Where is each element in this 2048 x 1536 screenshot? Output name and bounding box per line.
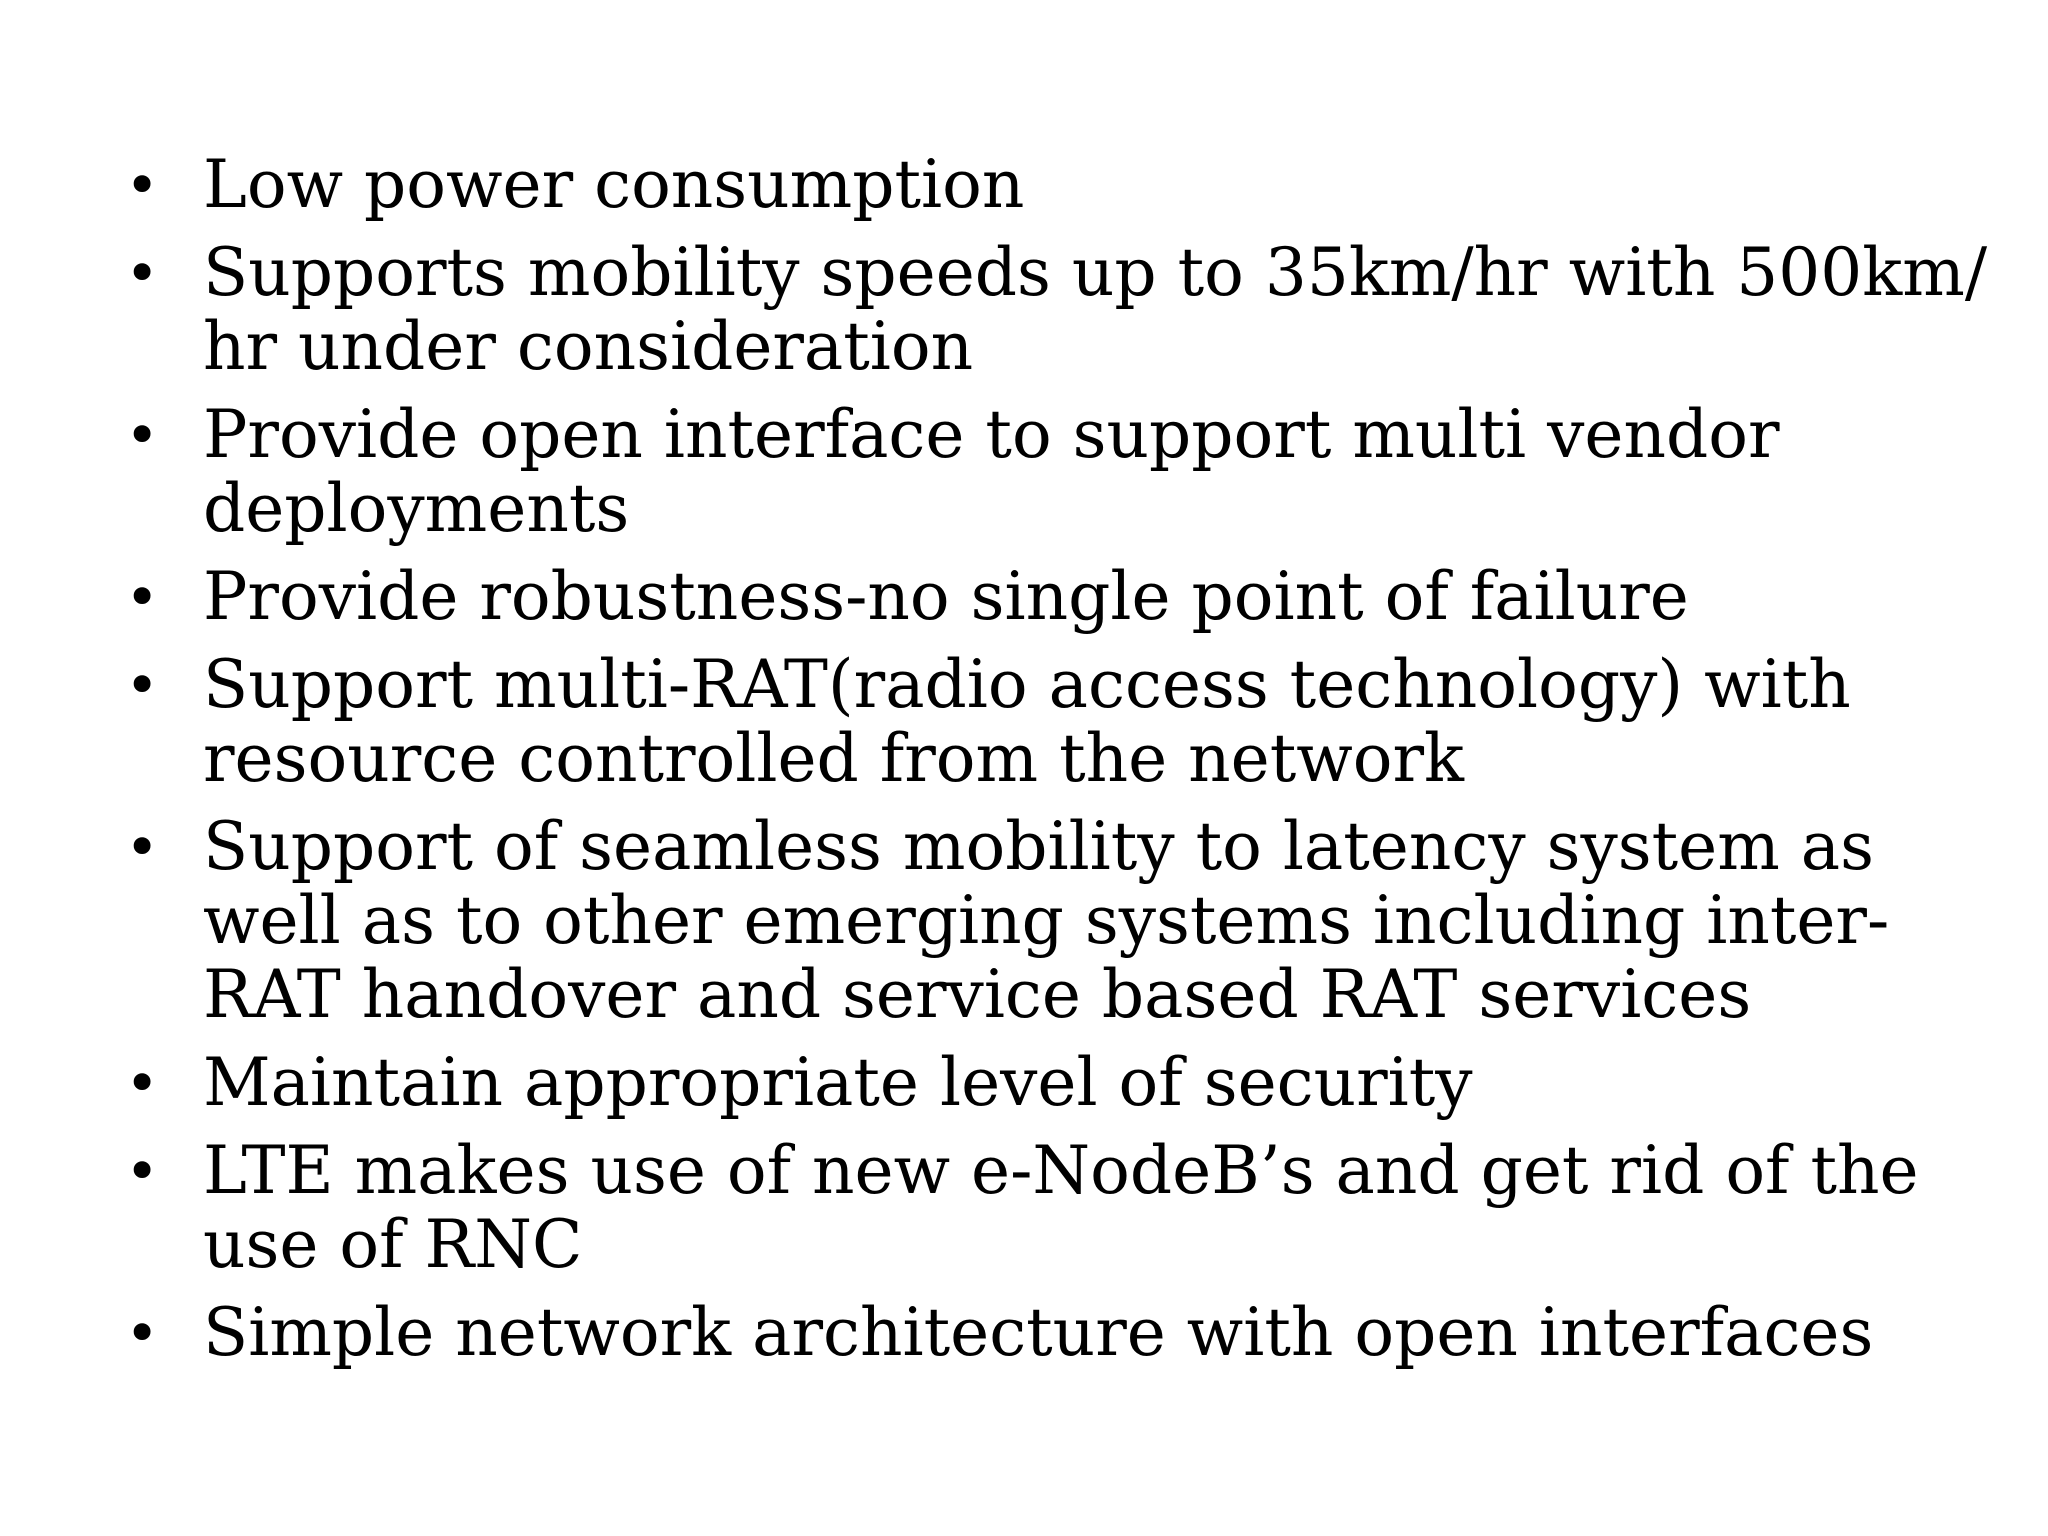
bullet-line: RAT handover and service based RAT services (203, 956, 1752, 1033)
bullet-icon: • (125, 239, 160, 307)
bullet-icon: • (125, 651, 160, 719)
bullet-line: hr under consideration (203, 308, 974, 385)
bullet-icon: • (125, 401, 160, 469)
list-item (113, 1046, 1993, 1120)
bullet-icon: • (125, 813, 160, 881)
bullet-line: Provide open interface to support multi vendor (203, 396, 1780, 473)
list-item (113, 810, 1993, 1032)
bullet-icon: • (125, 1137, 160, 1205)
bullet-line: Simple network architecture with open interfaces (203, 1294, 1874, 1371)
bullet-icon: • (125, 1299, 160, 1367)
bullet-line: Support multi-RAT(radio access technology) with (203, 646, 1851, 723)
list-item (113, 398, 1993, 546)
bullet-line: Provide robustness-no single point of failure (203, 558, 1689, 635)
bullet-line: resource controlled from the network (203, 720, 1464, 797)
bullet-line: Supports mobility speeds up to 35km/hr with 500km/ (203, 234, 1988, 311)
bullet-line: Support of seamless mobility to latency system as (203, 808, 1874, 885)
bullet-line: Maintain appropriate level of security (203, 1044, 1473, 1121)
list-item (113, 236, 1993, 384)
bullet-line: well as to other emerging systems including inter- (203, 882, 1890, 959)
bullet-line: LTE makes use of new e-NodeB’s and get rid of the (203, 1132, 1919, 1209)
bullet-icon: • (125, 1049, 160, 1117)
bullet-line: use of RNC (203, 1206, 583, 1283)
bullet-icon: • (125, 563, 160, 631)
list-item (113, 1296, 1993, 1370)
list-item (113, 148, 1993, 222)
bullet-line: Low power consumption (203, 146, 1025, 223)
bullet-icon: • (125, 151, 160, 219)
bullet-line: deployments (203, 470, 630, 547)
list-item (113, 1134, 1993, 1282)
bullet-list (113, 148, 1993, 1384)
list-item (113, 648, 1993, 796)
list-item (113, 560, 1993, 634)
